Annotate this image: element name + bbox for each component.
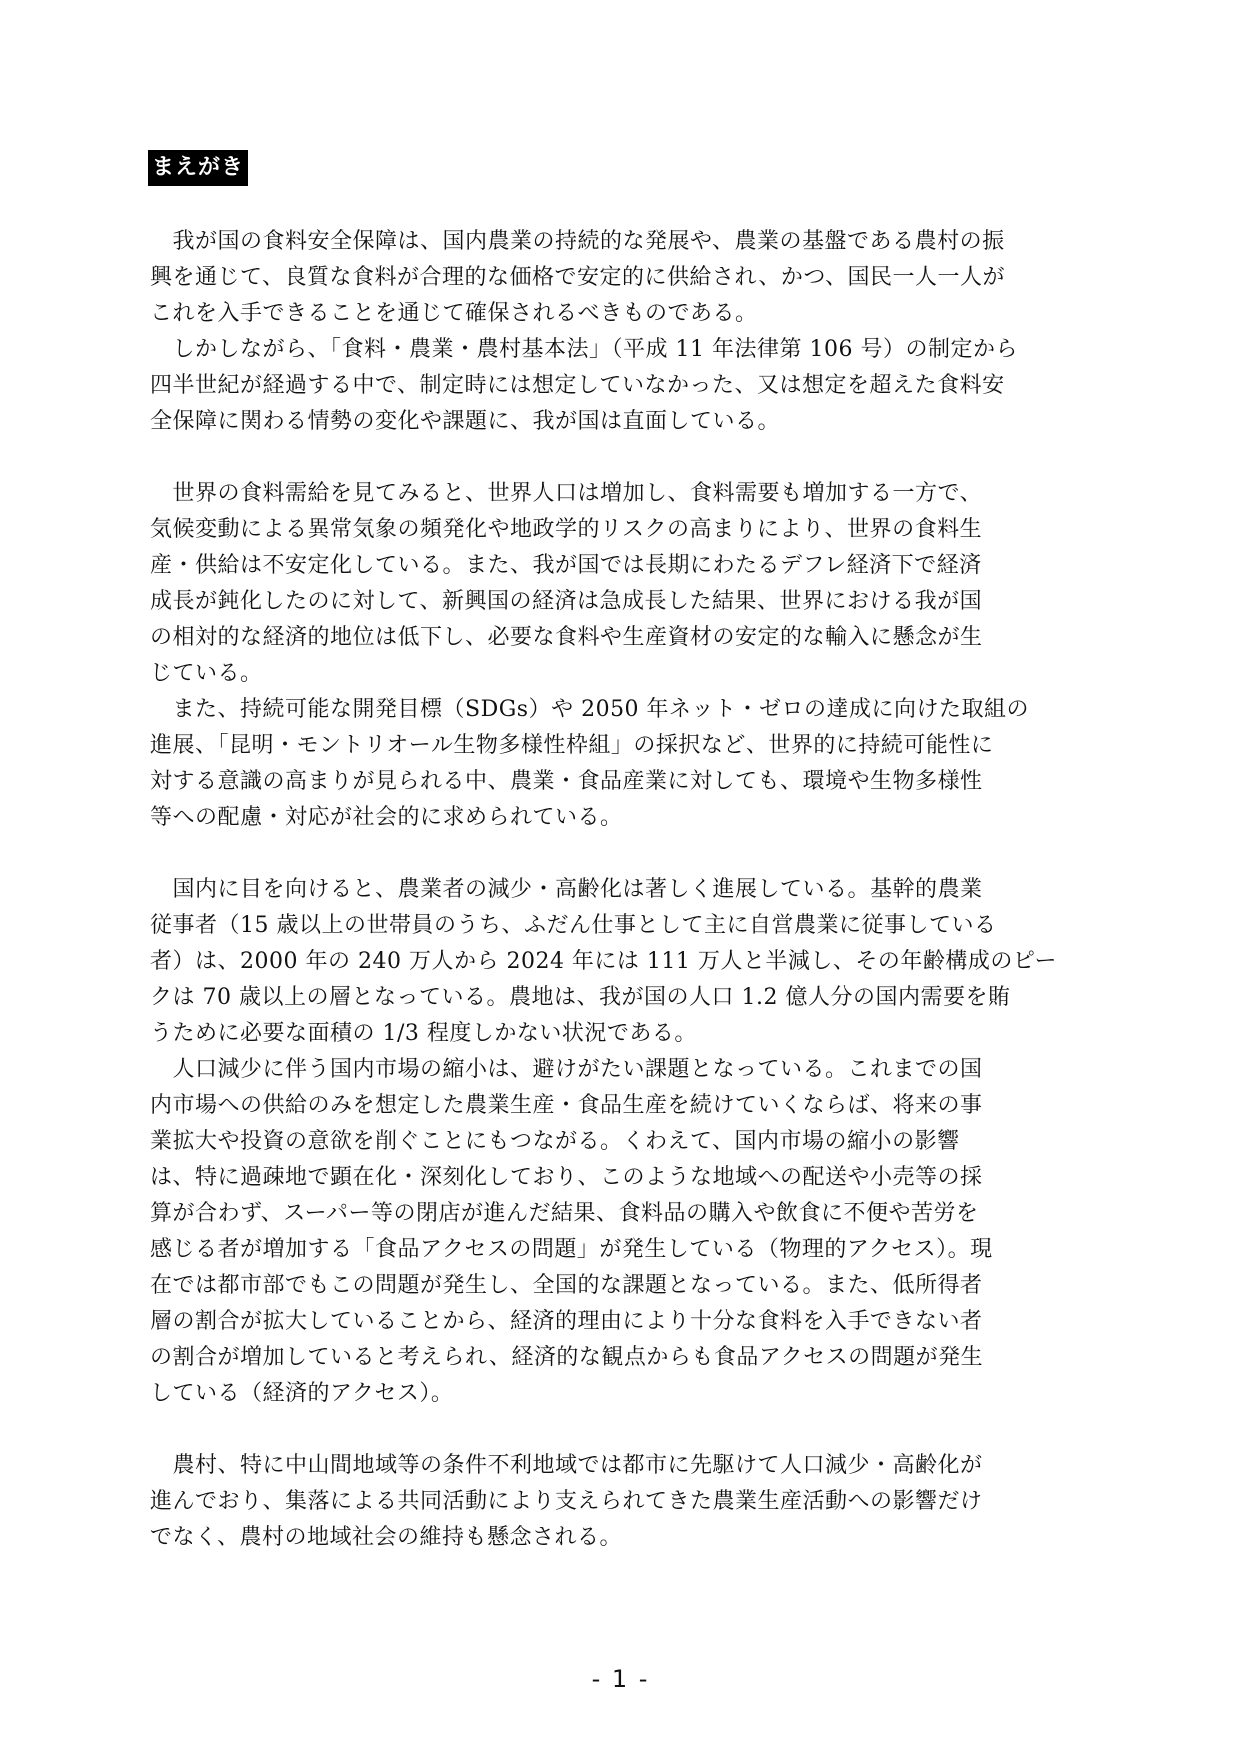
text-line: 成長が鈍化したのに対して、新興国の経済は急成長した結果、世界における我が国 <box>150 589 983 614</box>
text-line: 業拡大や投資の意欲を削ぐことにもつながる。くわえて、国内市場の縮小の影響 <box>150 1129 960 1154</box>
text-line: 進展、「昆明・モントリオール生物多様性枠組」の採択など、世界的に持続可能性に <box>150 733 994 758</box>
paragraph <box>150 1448 1095 1556</box>
paragraph-spacer <box>150 1412 1095 1448</box>
text-line: 層の割合が拡大していることから、経済的理由により十分な食料を入手できない者 <box>150 1309 983 1334</box>
text-line: 興を通じて、良質な食料が合理的な価格で安定的に供給され、かつ、国民一人一人が <box>150 265 1006 290</box>
text-line: 進んでおり、集落による共同活動により支えられてきた農業生産活動への影響だけ <box>150 1489 983 1514</box>
text-line: 従事者（15 歳以上の世帯員のうち、ふだん仕事として主に自営農業に従事している <box>150 913 997 938</box>
paragraph <box>150 332 1095 440</box>
text-line: 等への配慮・対応が社会的に求められている。 <box>150 805 623 830</box>
paragraph-spacer <box>150 440 1095 476</box>
text-line: 気候変動による異常気象の頻発化や地政学的リスクの高まりにより、世界の食料生 <box>150 517 983 542</box>
text-line: 産・供給は不安定化している。また、我が国では長期にわたるデフレ経済下で経済 <box>150 553 982 578</box>
paragraph <box>150 692 1095 836</box>
text-line: 四半世紀が経過する中で、制定時には想定していなかった、又は想定を超えた食料安 <box>150 373 1005 398</box>
section-heading: まえがき <box>148 150 248 186</box>
paragraph <box>150 872 1095 1052</box>
paragraph <box>150 224 1095 332</box>
text-line: 全保障に関わる情勢の変化や課題に、我が国は直面している。 <box>150 409 781 434</box>
text-line: 人口減少に伴う国内市場の縮小は、避けがたい課題となっている。これまでの国 <box>150 1057 983 1082</box>
text-line: 者）は、2000 年の 240 万人から 2024 年には 111 万人と半減し、その年齢構成のピー <box>150 949 1058 974</box>
text-line: クは 70 歳以上の層となっている。農地は、我が国の人口 1.2 億人分の国内需要を賄 <box>150 985 1011 1010</box>
text-line: 在では都市部でもこの問題が発生し、全国的な課題となっている。また、低所得者 <box>150 1273 983 1298</box>
text-line: 感じる者が増加する「食品アクセスの問題」が発生している（物理的アクセス）。現 <box>150 1237 993 1262</box>
text-line: また、持続可能な開発目標（SDGs）や 2050 年ネット・ゼロの達成に向けた取組の <box>150 697 1030 722</box>
text-line: の割合が増加していると考えられ、経済的な観点からも食品アクセスの問題が発生 <box>150 1345 984 1370</box>
text-line: 対する意識の高まりが見られる中、農業・食品産業に対しても、環境や生物多様性 <box>150 769 983 794</box>
text-line: しかしながら、「食料・農業・農村基本法」（平成 11 年法律第 106 号）の制定から <box>150 337 1018 362</box>
text-line: これを入手できることを通じて確保されるべきものである。 <box>150 301 758 326</box>
text-line: じている。 <box>150 661 263 686</box>
body-text <box>150 224 1095 1556</box>
paragraph-spacer <box>150 836 1095 872</box>
text-line: 国内に目を向けると、農業者の減少・高齢化は著しく進展している。基幹的農業 <box>150 877 983 902</box>
text-line: 算が合わず、スーパー等の閉店が進んだ結果、食料品の購入や飲食に不便や苦労を <box>150 1201 979 1226</box>
paragraph <box>150 476 1095 692</box>
text-line: 内市場への供給のみを想定した農業生産・食品生産を続けていくならば、将来の事 <box>150 1093 983 1118</box>
text-line: している（経済的アクセス）。 <box>150 1381 454 1406</box>
text-line: 我が国の食料安全保障は、国内農業の持続的な発展や、農業の基盤である農村の振 <box>150 229 1005 254</box>
text-line: うために必要な面積の 1/3 程度しかない状況である。 <box>150 1021 697 1046</box>
text-line: 世界の食料需給を見てみると、世界人口は増加し、食料需要も増加する一方で、 <box>150 481 983 506</box>
paragraph <box>150 1052 1095 1412</box>
page-number: - 1 - <box>591 1665 650 1693</box>
text-line: でなく、農村の地域社会の維持も懸念される。 <box>150 1525 623 1550</box>
text-line: の相対的な経済的地位は低下し、必要な食料や生産資材の安定的な輸入に懸念が生 <box>150 625 983 650</box>
text-line: 農村、特に中山間地域等の条件不利地域では都市に先駆けて人口減少・高齢化が <box>150 1453 983 1478</box>
text-line: は、特に過疎地で顕在化・深刻化しており、このような地域への配送や小売等の採 <box>150 1165 983 1190</box>
